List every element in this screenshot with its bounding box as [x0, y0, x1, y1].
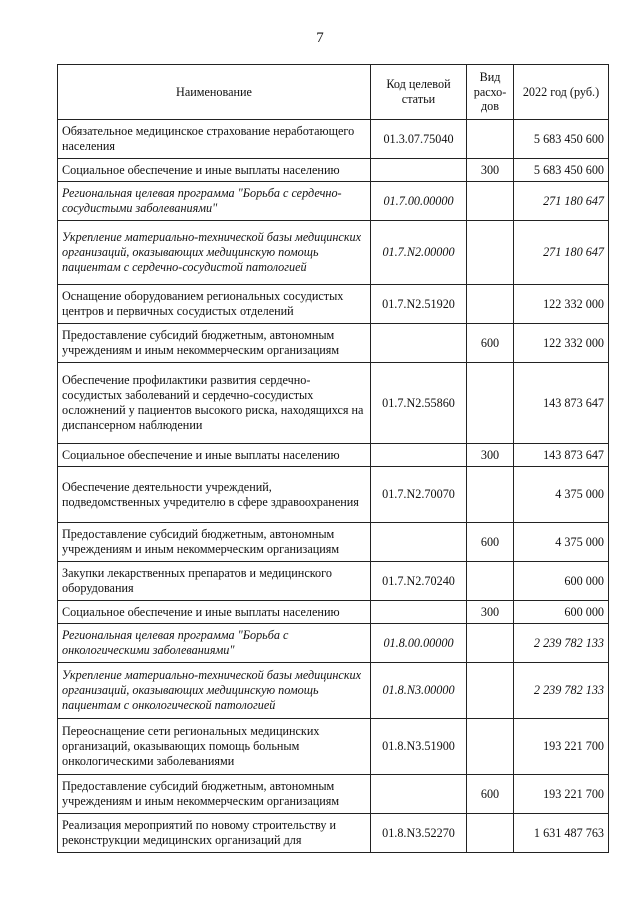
row-name-cell: Региональная целевая программа "Борьба с онкологическими заболеваниями" — [58, 624, 371, 663]
table-row — [58, 663, 609, 719]
row-code-cell — [371, 324, 467, 363]
row-name-cell: Обеспечение деятельности учреждений, подведомственных учредителю в сфере здравоохранения — [58, 467, 371, 523]
row-code-cell: 01.7.N2.70070 — [371, 467, 467, 523]
header-expense-type: Вид расхо-дов — [467, 65, 514, 120]
row-expense-type-cell: 600 — [467, 324, 514, 363]
row-amount-cell: 122 332 000 — [514, 285, 609, 324]
row-expense-type-cell — [467, 182, 514, 221]
row-expense-type-cell — [467, 562, 514, 601]
row-name-cell: Социальное обеспечение и иные выплаты населению — [58, 159, 371, 182]
row-amount-cell: 143 873 647 — [514, 363, 609, 444]
row-expense-type-cell — [467, 285, 514, 324]
header-name: Наименование — [58, 65, 371, 120]
row-code-cell: 01.8.N3.51900 — [371, 719, 467, 775]
row-name-cell: Социальное обеспечение и иные выплаты населению — [58, 601, 371, 624]
row-code-cell — [371, 444, 467, 467]
row-amount-cell: 600 000 — [514, 562, 609, 601]
row-code-cell — [371, 159, 467, 182]
table-row — [58, 363, 609, 444]
row-name-cell: Предоставление субсидий бюджетным, автономным учреждениям и иным некоммерческим организациям — [58, 775, 371, 814]
row-expense-type-cell: 600 — [467, 523, 514, 562]
table-row — [58, 182, 609, 221]
row-code-cell: 01.8.N3.00000 — [371, 663, 467, 719]
row-expense-type-cell — [467, 363, 514, 444]
row-name-cell: Оснащение оборудованием региональных сосудистых центров и первичных сосудистых отделений — [58, 285, 371, 324]
table-row — [58, 159, 609, 182]
row-amount-cell: 143 873 647 — [514, 444, 609, 467]
row-expense-type-cell — [467, 221, 514, 285]
row-amount-cell: 600 000 — [514, 601, 609, 624]
row-name-cell: Региональная целевая программа "Борьба с сердечно-сосудистыми заболеваниями" — [58, 182, 371, 221]
row-code-cell: 01.7.N2.00000 — [371, 221, 467, 285]
header-amount: 2022 год (руб.) — [514, 65, 609, 120]
table-row — [58, 775, 609, 814]
row-expense-type-cell: 300 — [467, 159, 514, 182]
header-code: Код целевой статьи — [371, 65, 467, 120]
row-code-cell: 01.8.N3.52270 — [371, 814, 467, 853]
table-row — [58, 120, 609, 159]
row-expense-type-cell — [467, 120, 514, 159]
row-amount-cell: 1 631 487 763 — [514, 814, 609, 853]
row-name-cell: Социальное обеспечение и иные выплаты населению — [58, 444, 371, 467]
row-amount-cell: 2 239 782 133 — [514, 663, 609, 719]
row-expense-type-cell — [467, 719, 514, 775]
table-row — [58, 814, 609, 853]
row-expense-type-cell: 300 — [467, 601, 514, 624]
row-expense-type-cell — [467, 624, 514, 663]
row-amount-cell: 2 239 782 133 — [514, 624, 609, 663]
row-name-cell: Обязательное медицинское страхование неработающего населения — [58, 120, 371, 159]
budget-table — [57, 64, 609, 853]
table-row — [58, 221, 609, 285]
table-row — [58, 285, 609, 324]
row-name-cell: Закупки лекарственных препаратов и медицинского оборудования — [58, 562, 371, 601]
row-expense-type-cell — [467, 467, 514, 523]
page-number: 7 — [316, 30, 324, 46]
row-amount-cell: 193 221 700 — [514, 719, 609, 775]
row-expense-type-cell — [467, 663, 514, 719]
table-row — [58, 444, 609, 467]
row-name-cell: Реализация мероприятий по новому строительству и реконструкции медицинских организаций для — [58, 814, 371, 853]
row-code-cell: 01.7.N2.70240 — [371, 562, 467, 601]
row-expense-type-cell: 600 — [467, 775, 514, 814]
row-amount-cell: 122 332 000 — [514, 324, 609, 363]
row-amount-cell: 5 683 450 600 — [514, 120, 609, 159]
row-code-cell: 01.7.00.00000 — [371, 182, 467, 221]
row-amount-cell: 4 375 000 — [514, 523, 609, 562]
row-code-cell — [371, 523, 467, 562]
row-name-cell: Предоставление субсидий бюджетным, автономным учреждениям и иным некоммерческим организациям — [58, 523, 371, 562]
table-row — [58, 601, 609, 624]
row-amount-cell: 271 180 647 — [514, 182, 609, 221]
row-code-cell: 01.8.00.00000 — [371, 624, 467, 663]
row-code-cell: 01.7.N2.55860 — [371, 363, 467, 444]
table-row — [58, 719, 609, 775]
row-expense-type-cell: 300 — [467, 444, 514, 467]
row-amount-cell: 5 683 450 600 — [514, 159, 609, 182]
table-row — [58, 523, 609, 562]
row-name-cell: Переоснащение сети региональных медицинских организаций, оказывающих помощь больным онкологическими заболеваниями — [58, 719, 371, 775]
row-name-cell: Укрепление материально-технической базы медицинских организаций, оказывающих медицинскую помощь пациентам с онкологической патологией — [58, 663, 371, 719]
table-row — [58, 467, 609, 523]
row-name-cell: Предоставление субсидий бюджетным, автономным учреждениям и иным некоммерческим организациям — [58, 324, 371, 363]
row-name-cell: Обеспечение профилактики развития сердечно-сосудистых заболеваний и сердечно-сосудистых осложнений у пациентов высокого риска, находящихся на диспансерном наблюдении — [58, 363, 371, 444]
table-row — [58, 324, 609, 363]
row-amount-cell: 271 180 647 — [514, 221, 609, 285]
row-code-cell: 01.3.07.75040 — [371, 120, 467, 159]
row-code-cell — [371, 601, 467, 624]
row-amount-cell: 193 221 700 — [514, 775, 609, 814]
table-row — [58, 624, 609, 663]
row-code-cell — [371, 775, 467, 814]
row-code-cell: 01.7.N2.51920 — [371, 285, 467, 324]
table-row — [58, 562, 609, 601]
table-header-row — [58, 65, 609, 120]
row-amount-cell: 4 375 000 — [514, 467, 609, 523]
row-expense-type-cell — [467, 814, 514, 853]
row-name-cell: Укрепление материально-технической базы медицинских организаций, оказывающих медицинскую помощь пациентам с сердечно-сосудистой патологией — [58, 221, 371, 285]
